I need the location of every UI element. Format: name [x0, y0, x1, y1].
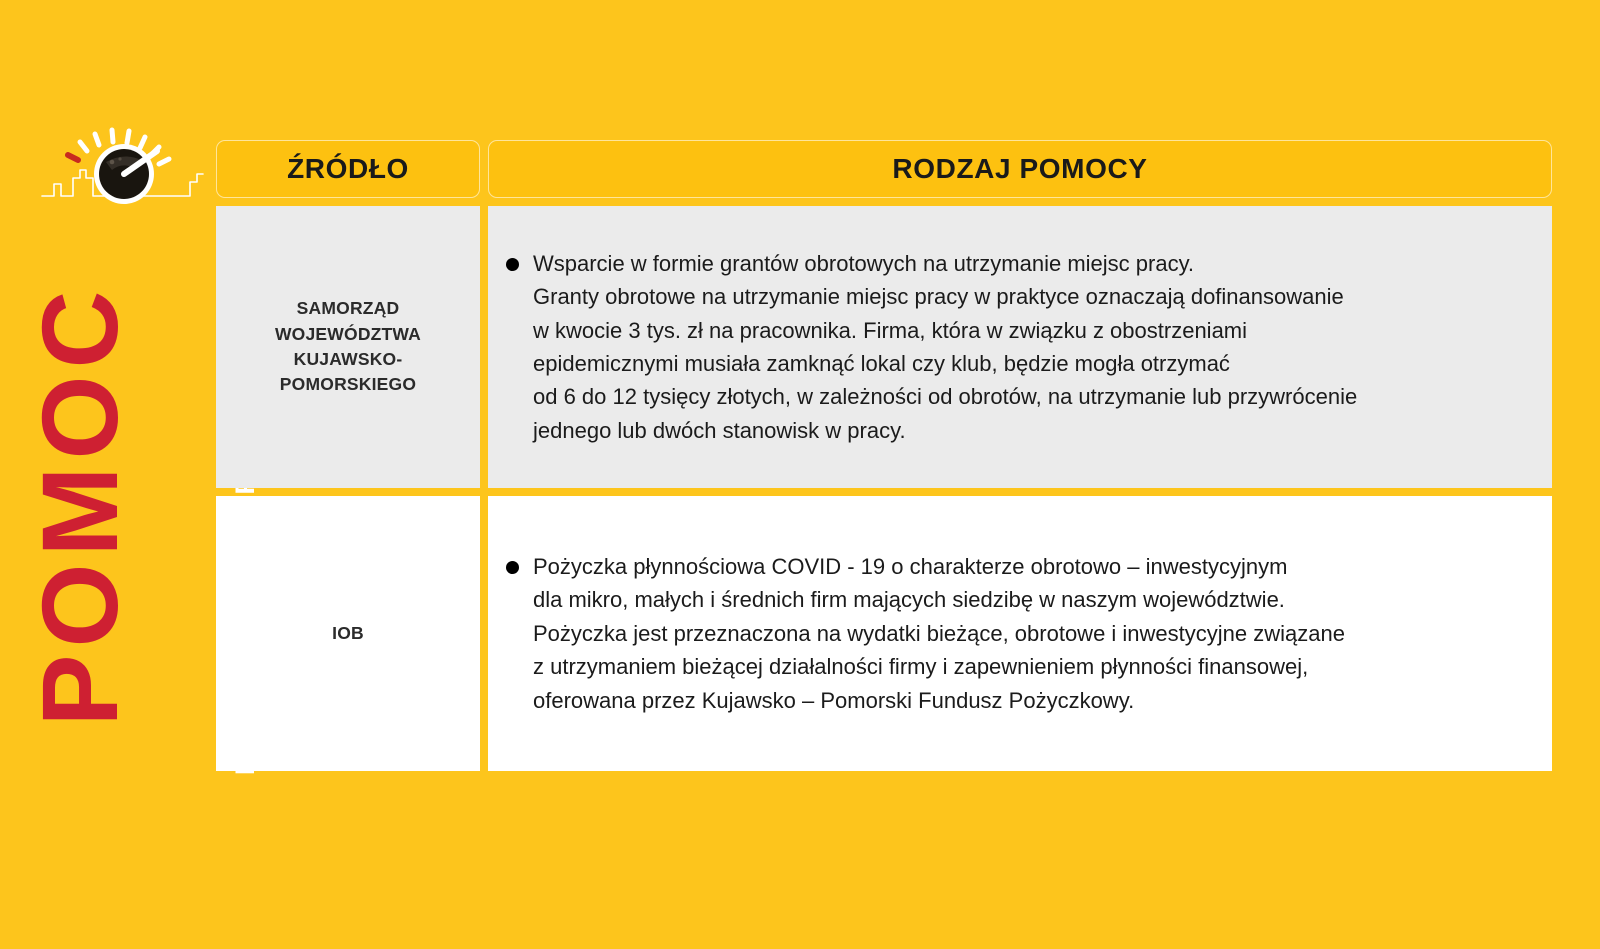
- aid-description: Wsparcie w formie grantów obrotowych na utrzymanie miejsc pracy. Granty obrotowe na utrzymanie miejsc pracy w praktyce oznaczają dofinansowanie w kwocie 3 tys. zł na pracownika. Firma, która w związku z obostrzeniami epidemicznymi musiała zamknąć lokal czy klub, będzie mogła otrzymać od 6 do 12 tysięcy złotych, w zależności od obrotów, na utrzymanie lub przywrócenie jednego lub dwóch stanowisk w pracy.: [533, 250, 1358, 443]
- source-cell-label: IOB: [332, 622, 364, 643]
- table-header-row: [216, 140, 1552, 198]
- brand-panel: [0, 0, 215, 949]
- column-header-source-label: ŹRÓDŁO: [287, 153, 409, 184]
- bullet-dot-icon: [506, 258, 519, 271]
- table-row: [216, 496, 1552, 771]
- column-header-source: [216, 140, 480, 198]
- source-cell: [216, 496, 480, 771]
- source-cell: [216, 206, 480, 488]
- aid-table: [216, 140, 1552, 779]
- list-item: [506, 550, 1345, 717]
- aid-cell: [488, 206, 1552, 488]
- column-header-aid: [488, 140, 1552, 198]
- brand-wordmark: POMOC: [19, 283, 140, 727]
- aid-description: Pożyczka płynnościowa COVID - 19 o charakterze obrotowo – inwestycyjnym dla mikro, małych i średnich firm mających siedzibę w naszym województwie. Pożyczka jest przeznaczona na wydatki bieżące, obrotowe i inwestycyjne związane z utrzymaniem bieżącej działalności firmy i zapewnieniem płynności finansowej, oferowana przez Kujawsko – Pomorski Fundusz Pożyczkowy.: [533, 553, 1345, 713]
- bullet-dot-icon: [506, 561, 519, 574]
- aid-cell: [488, 496, 1552, 771]
- list-item: [506, 247, 1357, 448]
- table-row: [216, 206, 1552, 488]
- source-cell-label: SAMORZĄD WOJEWÓDZTWA KUJAWSKO-POMORSKIEGO: [274, 298, 422, 395]
- column-header-aid-label: RODZAJ POMOCY: [892, 153, 1148, 184]
